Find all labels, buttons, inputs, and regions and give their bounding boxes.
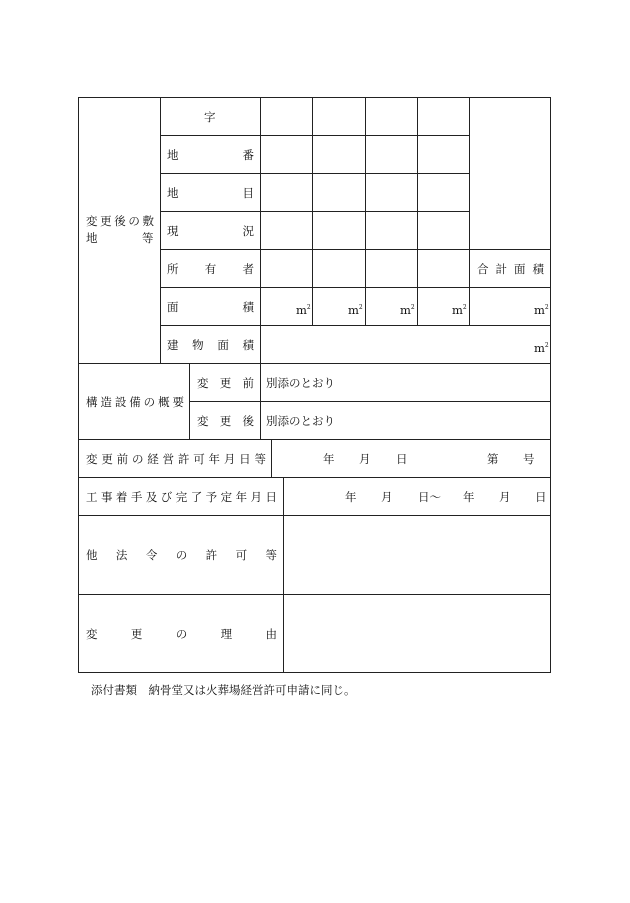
row-label-aza: 字	[204, 110, 216, 124]
grid-line	[160, 135, 470, 136]
area-unit	[296, 301, 311, 317]
grid-line	[365, 98, 366, 326]
construction-start-year: 年	[345, 490, 357, 504]
row-label-menseki: 面積	[167, 300, 254, 314]
reason-label: 変更の理由	[86, 627, 277, 641]
area-unit	[452, 301, 467, 317]
construction-start-day: 日〜	[418, 490, 441, 504]
grid-line	[160, 173, 470, 174]
structure-label: 構造設備の概要	[86, 395, 184, 409]
area-unit	[534, 301, 549, 317]
grid-line	[79, 594, 550, 595]
prev-permit-dai: 第	[487, 452, 499, 466]
grid-line	[79, 439, 550, 440]
section-after-label-line2-left: 地	[86, 231, 98, 245]
prev-permit-go: 号	[523, 452, 535, 466]
construction-end-day: 日	[535, 490, 547, 504]
unit-sup: 2	[358, 304, 363, 311]
other-laws-label: 他法令の許可等	[86, 548, 277, 562]
construction-label: 工事着手及び完了予定年月日	[86, 490, 277, 504]
construction-start-month: 月	[381, 490, 393, 504]
grid-line	[260, 363, 261, 439]
grid-line	[189, 363, 190, 439]
total-area-label: 合計面積	[477, 262, 544, 276]
area-unit	[534, 339, 549, 355]
structure-before-label: 変更前	[197, 376, 254, 390]
unit-sup: 2	[306, 304, 311, 311]
area-unit	[348, 301, 363, 317]
structure-after-label: 変更後	[197, 414, 254, 428]
row-label-shoyusha: 所有者	[167, 262, 254, 276]
grid-line	[160, 211, 470, 212]
grid-line	[271, 439, 272, 477]
grid-line	[189, 401, 550, 402]
unit-sup: 2	[462, 304, 467, 311]
grid-line	[160, 249, 550, 250]
unit-m: m	[534, 302, 545, 317]
grid-line	[160, 98, 161, 364]
application-form-table	[78, 97, 551, 673]
grid-line	[79, 363, 550, 364]
unit-sup: 2	[410, 304, 415, 311]
row-label-genkyo: 現況	[167, 224, 254, 238]
grid-line	[79, 515, 550, 516]
section-after-label-line2-right: 等	[142, 231, 154, 245]
construction-end-year: 年	[463, 490, 475, 504]
unit-m: m	[400, 302, 411, 317]
unit-sup: 2	[544, 342, 549, 349]
unit-m: m	[348, 302, 359, 317]
attachment-note: 添付書類 納骨堂又は火葬場経営許可申請に同じ。	[91, 683, 356, 697]
area-unit	[400, 301, 415, 317]
grid-line	[160, 325, 550, 326]
grid-line	[469, 98, 470, 326]
unit-m: m	[452, 302, 463, 317]
structure-before-value: 別添のとおり	[266, 376, 335, 390]
grid-line	[260, 98, 261, 364]
prev-permit-month: 月	[359, 452, 371, 466]
row-label-chiban: 地番	[167, 148, 254, 162]
unit-sup: 2	[544, 304, 549, 311]
unit-m: m	[296, 302, 307, 317]
row-label-chimoku: 地目	[167, 186, 254, 200]
structure-after-value: 別添のとおり	[266, 414, 335, 428]
prev-permit-day: 日	[396, 452, 408, 466]
grid-line	[417, 98, 418, 326]
prev-permit-label: 変更前の経営許可年月日等	[86, 452, 266, 466]
construction-end-month: 月	[499, 490, 511, 504]
grid-line	[283, 477, 284, 673]
row-label-tatemono-menseki: 建物面積	[167, 338, 254, 352]
section-after-label-line1: 変更後の敷	[86, 214, 154, 228]
grid-line	[79, 477, 550, 478]
prev-permit-year: 年	[323, 452, 335, 466]
grid-line	[160, 287, 550, 288]
unit-m: m	[534, 340, 545, 355]
grid-line	[312, 98, 313, 326]
